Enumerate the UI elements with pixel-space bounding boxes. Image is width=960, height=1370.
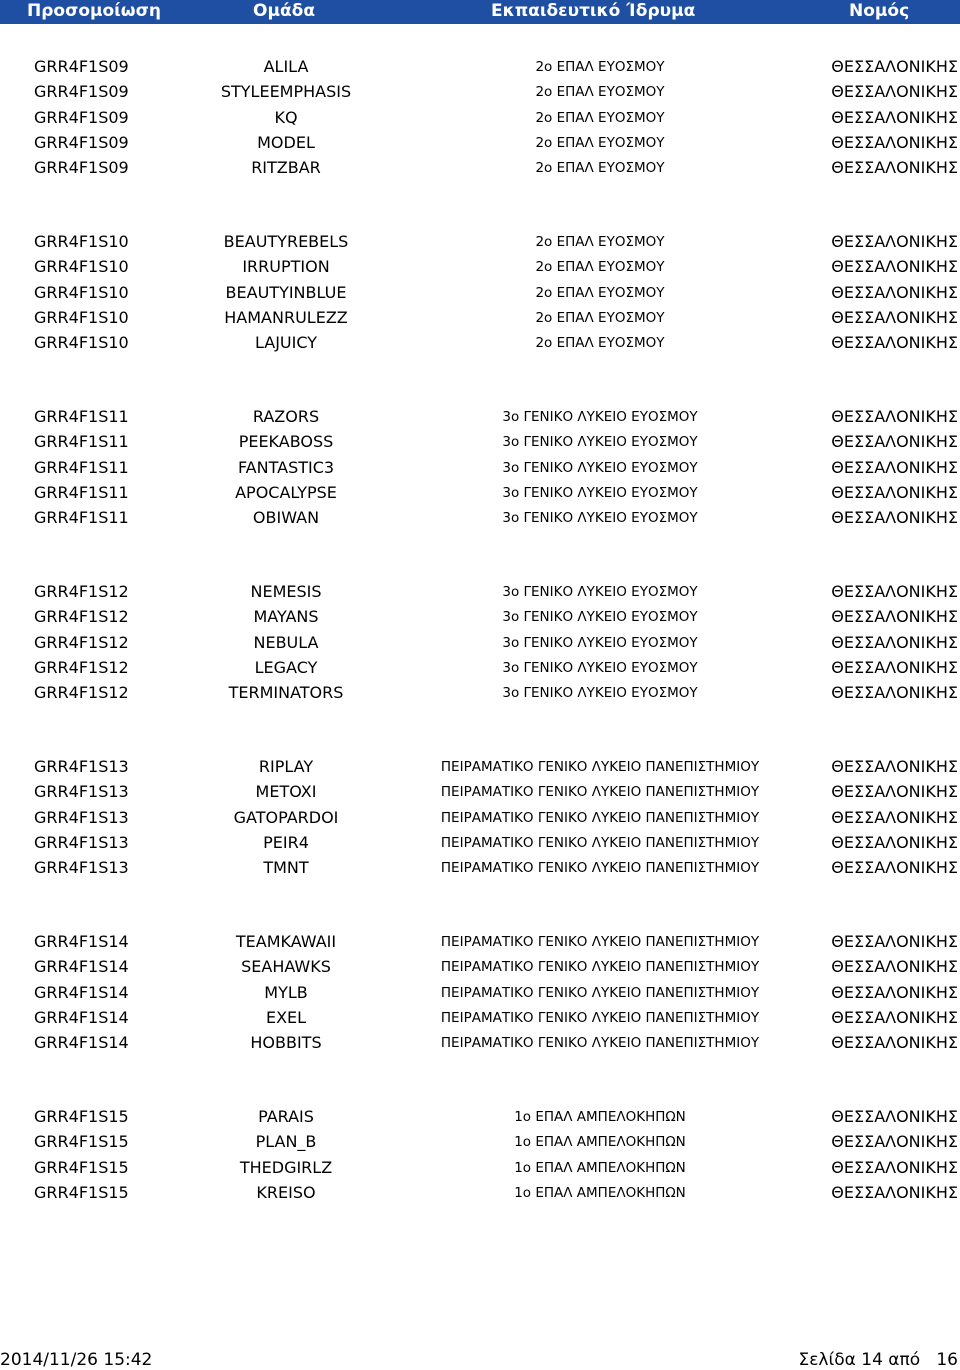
table-row [0, 282, 960, 304]
cell-school: 2ο ΕΠΑΛ ΕΥΟΣΜΟΥ [535, 160, 665, 177]
cell-team: THEDGIRLZ [239, 1157, 333, 1177]
cell-school: 1ο ΕΠΑΛ ΑΜΠΕΛΟΚΗΠΩΝ [514, 1185, 686, 1202]
cell-school: 3ο ΓΕΝΙΚΟ ΛΥΚΕΙΟ ΕΥΟΣΜΟΥ [502, 584, 698, 600]
cell-school: 3ο ΓΕΝΙΚΟ ΛΥΚΕΙΟ ΕΥΟΣΜΟΥ [502, 660, 698, 677]
cell-school: 1ο ΕΠΑΛ ΑΜΠΕΛΟΚΗΠΩΝ [514, 1159, 686, 1176]
cell-simulation: GRR4F1S12 [34, 658, 129, 678]
cell-simulation: GRR4F1S10 [34, 333, 129, 353]
cell-county: ΘΕΣΣΑΛΟΝΙΚΗΣ [831, 807, 958, 827]
cell-simulation: GRR4F1S11 [34, 407, 129, 426]
table-row [0, 1131, 960, 1153]
cell-team: HAMANRULEZZ [224, 308, 348, 328]
cell-county: ΘΕΣΣΑΛΟΝΙΚΗΣ [831, 658, 958, 678]
cell-school: ΠΕΙΡΑΜΑΤΙΚΟ ΓΕΝΙΚΟ ΛΥΚΕΙΟ ΠΑΝΕΠΙΣΤΗΜΙΟΥ [440, 984, 760, 1001]
page-total: 16 [936, 1350, 958, 1370]
column-header-county: Νομός [849, 1, 910, 21]
cell-team: RAZORS [252, 407, 320, 426]
cell-team: KQ [274, 107, 298, 127]
table-row [0, 457, 960, 479]
cell-county: ΘΕΣΣΑΛΟΝΙΚΗΣ [831, 232, 958, 251]
cell-school: 2ο ΕΠΑΛ ΕΥΟΣΜΟΥ [535, 310, 665, 327]
column-header-simulation: Προσομοίωση [27, 1, 161, 21]
cell-school: ΠΕΙΡΑΜΑΤΙΚΟ ΓΕΝΙΚΟ ΛΥΚΕΙΟ ΠΑΝΕΠΙΣΤΗΜΙΟΥ [440, 809, 760, 826]
cell-school: 2ο ΕΠΑΛ ΕΥΟΣΜΟΥ [535, 59, 665, 75]
cell-team: MYLB [264, 982, 308, 1002]
cell-simulation: GRR4F1S12 [34, 632, 129, 652]
cell-team: MODEL [257, 133, 315, 153]
column-header-school: Εκπαιδευτικό Ίδρυμα [491, 1, 696, 21]
cell-simulation: GRR4F1S14 [34, 957, 129, 977]
table-row [0, 482, 960, 504]
cell-simulation: GRR4F1S12 [34, 607, 129, 627]
table-row [0, 307, 960, 329]
page-indicator [799, 1350, 959, 1370]
cell-team: STYLEEMPHASIS [220, 82, 352, 102]
cell-county: ΘΕΣΣΑΛΟΝΙΚΗΣ [831, 607, 958, 627]
cell-simulation: GRR4F1S11 [34, 432, 129, 452]
cell-team: HOBBITS [250, 1033, 322, 1053]
cell-school: 3ο ΓΕΝΙΚΟ ΛΥΚΕΙΟ ΕΥΟΣΜΟΥ [502, 609, 698, 626]
table-row [0, 756, 960, 778]
cell-team: RIPLAY [258, 757, 314, 776]
cell-county: ΘΕΣΣΑΛΟΝΙΚΗΣ [831, 483, 958, 503]
cell-school: 1ο ΕΠΑΛ ΑΜΠΕΛΟΚΗΠΩΝ [514, 1109, 686, 1125]
cell-county: ΘΕΣΣΑΛΟΝΙΚΗΣ [831, 282, 958, 302]
cell-school: 2ο ΕΠΑΛ ΕΥΟΣΜΟΥ [535, 234, 665, 250]
table-row [0, 632, 960, 654]
cell-school: 3ο ΓΕΝΙΚΟ ΛΥΚΕΙΟ ΕΥΟΣΜΟΥ [502, 685, 698, 702]
cell-team: BEAUTYINBLUE [225, 282, 347, 302]
cell-county: ΘΕΣΣΑΛΟΝΙΚΗΣ [831, 833, 958, 853]
cell-county: ΘΕΣΣΑΛΟΝΙΚΗΣ [831, 432, 958, 452]
cell-simulation: GRR4F1S09 [34, 82, 129, 102]
cell-team: PEEKABOSS [238, 432, 334, 452]
cell-school: 2ο ΕΠΑΛ ΕΥΟΣΜΟΥ [535, 109, 665, 126]
cell-county: ΘΕΣΣΑΛΟΝΙΚΗΣ [831, 932, 958, 951]
cell-school: ΠΕΙΡΑΜΑΤΙΚΟ ΓΕΝΙΚΟ ΛΥΚΕΙΟ ΠΑΝΕΠΙΣΤΗΜΙΟΥ [440, 759, 760, 775]
cell-school: 1ο ΕΠΑΛ ΑΜΠΕΛΟΚΗΠΩΝ [514, 1134, 686, 1151]
table-row [0, 657, 960, 679]
cell-school: ΠΕΙΡΑΜΑΤΙΚΟ ΓΕΝΙΚΟ ΛΥΚΕΙΟ ΠΑΝΕΠΙΣΤΗΜΙΟΥ [440, 1010, 760, 1027]
cell-school: 2ο ΕΠΑΛ ΕΥΟΣΜΟΥ [535, 135, 665, 152]
table-row [0, 857, 960, 879]
cell-simulation: GRR4F1S09 [34, 57, 129, 76]
cell-county: ΘΕΣΣΑΛΟΝΙΚΗΣ [831, 1132, 958, 1152]
cell-team: KREISO [256, 1183, 316, 1203]
table-row [0, 781, 960, 803]
cell-school: ΠΕΙΡΑΜΑΤΙΚΟ ΓΕΝΙΚΟ ΛΥΚΕΙΟ ΠΑΝΕΠΙΣΤΗΜΙΟΥ [440, 784, 760, 801]
page-label: Σελίδα 14 από [798, 1350, 921, 1370]
cell-team: IRRUPTION [242, 257, 330, 277]
cell-school: 3ο ΓΕΝΙΚΟ ΛΥΚΕΙΟ ΕΥΟΣΜΟΥ [502, 634, 698, 651]
table-row [0, 606, 960, 628]
cell-county: ΘΕΣΣΑΛΟΝΙΚΗΣ [831, 1008, 958, 1028]
cell-simulation: GRR4F1S09 [34, 158, 129, 178]
table-row [0, 1157, 960, 1179]
cell-simulation: GRR4F1S14 [34, 982, 129, 1002]
print-timestamp: 2014/11/26 15:42 [0, 1350, 153, 1370]
cell-county: ΘΕΣΣΑΛΟΝΙΚΗΣ [831, 57, 958, 76]
cell-simulation: GRR4F1S13 [34, 782, 129, 802]
cell-school: 3ο ΓΕΝΙΚΟ ΛΥΚΕΙΟ ΕΥΟΣΜΟΥ [502, 409, 698, 425]
cell-simulation: GRR4F1S12 [34, 683, 129, 703]
cell-school: ΠΕΙΡΑΜΑΤΙΚΟ ΓΕΝΙΚΟ ΛΥΚΕΙΟ ΠΑΝΕΠΙΣΤΗΜΙΟΥ [440, 835, 760, 852]
cell-simulation: GRR4F1S10 [34, 308, 129, 328]
table-row [0, 832, 960, 854]
cell-simulation: GRR4F1S13 [34, 858, 129, 878]
cell-team: LEGACY [254, 658, 318, 678]
cell-simulation: GRR4F1S12 [34, 582, 129, 601]
cell-simulation: GRR4F1S11 [34, 483, 129, 503]
table-row [0, 1182, 960, 1204]
cell-school: ΠΕΙΡΑΜΑΤΙΚΟ ΓΕΝΙΚΟ ΛΥΚΕΙΟ ΠΑΝΕΠΙΣΤΗΜΙΟΥ [440, 934, 760, 950]
cell-simulation: GRR4F1S15 [34, 1107, 129, 1126]
cell-team: MAYANS [253, 607, 319, 627]
cell-county: ΘΕΣΣΑΛΟΝΙΚΗΣ [831, 683, 958, 703]
cell-simulation: GRR4F1S09 [34, 133, 129, 153]
cell-county: ΘΕΣΣΑΛΟΝΙΚΗΣ [831, 107, 958, 127]
table-row [0, 332, 960, 354]
cell-simulation: GRR4F1S10 [34, 232, 129, 251]
cell-school: 3ο ΓΕΝΙΚΟ ΛΥΚΕΙΟ ΕΥΟΣΜΟΥ [502, 510, 698, 527]
cell-simulation: GRR4F1S10 [34, 282, 129, 302]
table-row [0, 81, 960, 103]
cell-school: 2ο ΕΠΑΛ ΕΥΟΣΜΟΥ [535, 335, 665, 352]
cell-school: 2ο ΕΠΑΛ ΕΥΟΣΜΟΥ [535, 284, 665, 301]
cell-simulation: GRR4F1S15 [34, 1183, 129, 1203]
cell-simulation: GRR4F1S11 [34, 508, 129, 528]
cell-team: OBIWAN [252, 508, 320, 528]
cell-county: ΘΕΣΣΑΛΟΝΙΚΗΣ [831, 632, 958, 652]
cell-team: PARAIS [258, 1107, 314, 1126]
cell-county: ΘΕΣΣΑΛΟΝΙΚΗΣ [831, 1033, 958, 1053]
cell-county: ΘΕΣΣΑΛΟΝΙΚΗΣ [831, 508, 958, 528]
cell-simulation: GRR4F1S13 [34, 833, 129, 853]
cell-team: METOXI [255, 782, 317, 802]
cell-school: ΠΕΙΡΑΜΑΤΙΚΟ ΓΕΝΙΚΟ ΛΥΚΕΙΟ ΠΑΝΕΠΙΣΤΗΜΙΟΥ [440, 1035, 760, 1052]
cell-county: ΘΕΣΣΑΛΟΝΙΚΗΣ [831, 158, 958, 178]
cell-school: 2ο ΕΠΑΛ ΕΥΟΣΜΟΥ [535, 259, 665, 276]
cell-county: ΘΕΣΣΑΛΟΝΙΚΗΣ [831, 858, 958, 878]
cell-team: APOCALYPSE [235, 483, 337, 503]
table-row [0, 931, 960, 953]
table-row [0, 807, 960, 829]
cell-county: ΘΕΣΣΑΛΟΝΙΚΗΣ [831, 308, 958, 328]
table-row [0, 1032, 960, 1054]
cell-county: ΘΕΣΣΑΛΟΝΙΚΗΣ [831, 333, 958, 353]
cell-simulation: GRR4F1S14 [34, 1033, 129, 1053]
cell-school: ΠΕΙΡΑΜΑΤΙΚΟ ΓΕΝΙΚΟ ΛΥΚΕΙΟ ΠΑΝΕΠΙΣΤΗΜΙΟΥ [440, 959, 760, 976]
cell-team: BEAUTYREBELS [223, 232, 349, 251]
cell-county: ΘΕΣΣΑΛΟΝΙΚΗΣ [831, 782, 958, 802]
cell-school: 3ο ΓΕΝΙΚΟ ΛΥΚΕΙΟ ΕΥΟΣΜΟΥ [502, 459, 698, 476]
table-row [0, 132, 960, 154]
cell-simulation: GRR4F1S15 [34, 1157, 129, 1177]
cell-county: ΘΕΣΣΑΛΟΝΙΚΗΣ [831, 757, 958, 776]
cell-team: TERMINATORS [228, 683, 344, 703]
cell-county: ΘΕΣΣΑΛΟΝΙΚΗΣ [831, 82, 958, 102]
cell-county: ΘΕΣΣΑΛΟΝΙΚΗΣ [831, 457, 958, 477]
cell-school: 3ο ΓΕΝΙΚΟ ΛΥΚΕΙΟ ΕΥΟΣΜΟΥ [502, 485, 698, 502]
cell-county: ΘΕΣΣΑΛΟΝΙΚΗΣ [831, 982, 958, 1002]
cell-team: NEMESIS [250, 582, 322, 601]
cell-team: ALILA [263, 57, 309, 76]
cell-team: GATOPARDOI [233, 807, 339, 827]
table-row [0, 431, 960, 453]
cell-team: RITZBAR [251, 158, 321, 178]
cell-county: ΘΕΣΣΑΛΟΝΙΚΗΣ [831, 957, 958, 977]
cell-simulation: GRR4F1S14 [34, 932, 129, 951]
cell-team: TMNT [263, 858, 309, 878]
table-row [0, 1007, 960, 1029]
column-header-team: Ομάδα [253, 1, 315, 21]
cell-county: ΘΕΣΣΑΛΟΝΙΚΗΣ [831, 1157, 958, 1177]
cell-simulation: GRR4F1S11 [34, 457, 129, 477]
table-row [0, 507, 960, 529]
cell-team: LAJUICY [254, 333, 318, 353]
table-row [0, 682, 960, 704]
cell-team: NEBULA [253, 632, 319, 652]
cell-simulation: GRR4F1S14 [34, 1008, 129, 1028]
cell-county: ΘΕΣΣΑΛΟΝΙΚΗΣ [831, 1183, 958, 1203]
table-row [0, 956, 960, 978]
table-row [0, 256, 960, 278]
cell-county: ΘΕΣΣΑΛΟΝΙΚΗΣ [831, 133, 958, 153]
cell-team: PEIR4 [263, 833, 309, 853]
cell-simulation: GRR4F1S15 [34, 1132, 129, 1152]
cell-school: ΠΕΙΡΑΜΑΤΙΚΟ ΓΕΝΙΚΟ ΛΥΚΕΙΟ ΠΑΝΕΠΙΣΤΗΜΙΟΥ [440, 860, 760, 877]
cell-simulation: GRR4F1S13 [34, 757, 129, 776]
cell-school: 2ο ΕΠΑΛ ΕΥΟΣΜΟΥ [535, 84, 665, 101]
table-row [0, 581, 960, 603]
table-row [0, 107, 960, 129]
table-row [0, 1106, 960, 1128]
cell-county: ΘΕΣΣΑΛΟΝΙΚΗΣ [831, 407, 958, 426]
table-row [0, 406, 960, 428]
cell-team: EXEL [265, 1008, 307, 1028]
table-row [0, 157, 960, 179]
cell-county: ΘΕΣΣΑΛΟΝΙΚΗΣ [831, 1107, 958, 1126]
cell-simulation: GRR4F1S10 [34, 257, 129, 277]
cell-school: 3ο ΓΕΝΙΚΟ ΛΥΚΕΙΟ ΕΥΟΣΜΟΥ [502, 434, 698, 451]
table-row [0, 56, 960, 78]
table-row [0, 231, 960, 253]
cell-simulation: GRR4F1S13 [34, 807, 129, 827]
cell-county: ΘΕΣΣΑΛΟΝΙΚΗΣ [831, 257, 958, 277]
cell-team: TEAMKAWAII [235, 932, 337, 951]
table-row [0, 982, 960, 1004]
cell-county: ΘΕΣΣΑΛΟΝΙΚΗΣ [831, 582, 958, 601]
cell-simulation: GRR4F1S09 [34, 107, 129, 127]
cell-team: SEAHAWKS [241, 957, 331, 977]
cell-team: FANTASTIC3 [237, 457, 335, 477]
cell-team: PLAN_B [255, 1132, 317, 1152]
